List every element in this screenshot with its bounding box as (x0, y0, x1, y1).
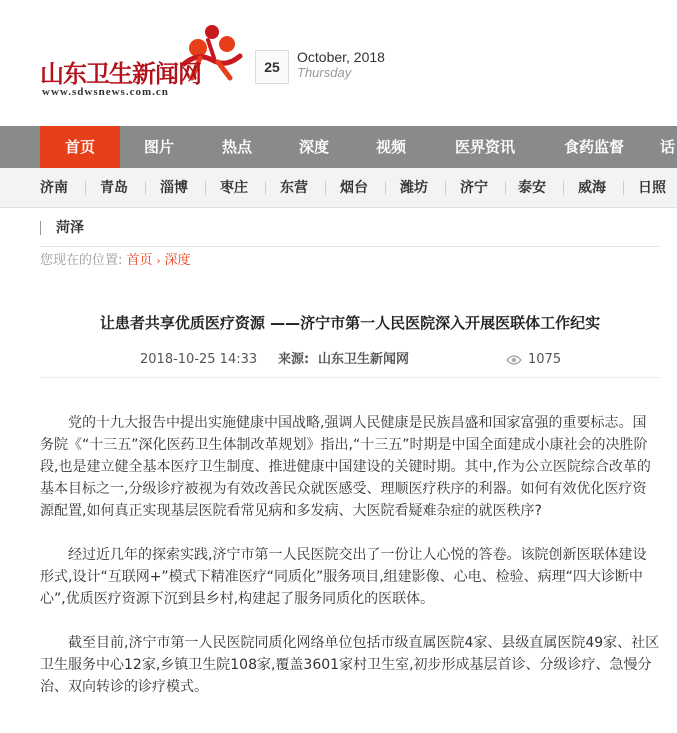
city-item-yantai[interactable]: 烟台 (340, 180, 368, 196)
city-item-dongying[interactable]: 东营 (280, 180, 308, 196)
nav-item-pictures[interactable]: 图片 (143, 138, 174, 156)
city-item-zibo[interactable]: 淄博 (160, 180, 188, 196)
nav-item-home[interactable]: 首页 (40, 126, 120, 168)
city-separator (623, 181, 624, 195)
city-item-weihai[interactable]: 威海 (578, 180, 606, 196)
breadcrumb-home[interactable]: 首页 (126, 253, 153, 268)
date-weekday: Thursday (297, 65, 352, 80)
article-title: 让患者共享优质医疗资源 ——济宁市第一人民医院深入开展医联体工作纪实 (99, 314, 601, 332)
nav-item-food-drug[interactable]: 食药监督 (563, 138, 624, 156)
city-separator (505, 181, 506, 195)
city-item-jinan[interactable]: 济南 (40, 180, 68, 196)
city-item-taian[interactable]: 泰安 (518, 180, 546, 196)
article-views: 1075 (528, 352, 562, 367)
city-separator (385, 181, 386, 195)
article-body (40, 412, 660, 720)
main-nav (0, 126, 677, 168)
article-paragraph: 经过近几年的探索实践,济宁市第一人民医院交出了一份让人心悦的答卷。该院创新医联体建设形式,设计“互联网+”模式下精准医疗“同质化”服务项目,组建影像、心电、检验、病理“四大诊断中心”,优质医疗资源下沉到县乡村,构建起了服务同质化的医联体。 (40, 547, 647, 607)
date-day: 25 (255, 50, 289, 84)
nav-item-medical-news[interactable]: 医界资讯 (454, 138, 515, 156)
city-separator (265, 181, 266, 195)
city-separator (445, 181, 446, 195)
breadcrumb-arrow-icon: › (156, 256, 161, 267)
article-paragraph: 截至目前,济宁市第一人民医院同质化网络单位包括市级直属医院4家、县级直属医院49家、社区卫生服务中心12家,乡镇卫生院108家,覆盖3601家村卫生室,初步形成基层首诊、分级诊疗、急慢分治、双向转诊的诊疗模式。 (40, 635, 660, 695)
nav-item-hot[interactable]: 热点 (221, 138, 252, 156)
city-separator (85, 181, 86, 195)
divider (40, 246, 660, 247)
city-separator (325, 181, 326, 195)
city-separator (205, 181, 206, 195)
city-separator (40, 221, 41, 235)
city-separator (145, 181, 146, 195)
city-separator (563, 181, 564, 195)
site-header (0, 0, 677, 126)
site-logo[interactable] (40, 22, 245, 102)
breadcrumb-current[interactable]: 深度 (164, 253, 191, 268)
breadcrumb-prefix: 您现在的位置: (40, 253, 123, 268)
meta-divider (40, 377, 660, 378)
city-item-jining[interactable]: 济宁 (460, 180, 488, 196)
breadcrumb (40, 251, 191, 271)
article-source-label: 来源: (278, 352, 310, 367)
city-item-zaozhuang[interactable]: 枣庄 (220, 180, 248, 196)
article-date: 2018-10-25 14:33 (140, 352, 258, 367)
city-item-weifang[interactable]: 潍坊 (400, 180, 428, 196)
logo-text: 山东卫生新闻网 (40, 59, 201, 88)
city-item-heze[interactable]: 菏泽 (56, 220, 84, 236)
logo-url: www.sdwsnews.com.cn (42, 86, 169, 98)
nav-item-depth[interactable]: 深度 (298, 138, 329, 156)
article-paragraph: 党的十九大报告中提出实施健康中国战略,强调人民健康是民族昌盛和国家富强的重要标志。国务院《“十三五”深化医药卫生体制改革规划》指出,“十三五”时期是中国全面建成小康社会的决胜阶段,也是建立健全基本医疗卫生制度、推进健康中国建设的关键时期。其中,作为公立医院综合改革的基本目标之一,分级诊疗被视为有效改善民众就医感受、理顺医疗秩序的利器。如何有效优化医疗资源配置,如何真正实现基层医院看常见病和多发病、大医院看疑难杂症的就医秩序? (40, 415, 651, 519)
city-item-qingdao[interactable]: 青岛 (100, 180, 128, 196)
eye-icon (506, 354, 522, 366)
date-month: October, 2018 (297, 49, 385, 65)
city-nav (0, 168, 677, 208)
nav-item-video[interactable]: 视频 (375, 138, 406, 156)
nav-item-truncated[interactable]: 话 (660, 138, 676, 156)
article-source: 山东卫生新闻网 (318, 352, 410, 367)
article-meta (40, 349, 660, 371)
city-item-rizhao[interactable]: 日照 (638, 180, 666, 196)
